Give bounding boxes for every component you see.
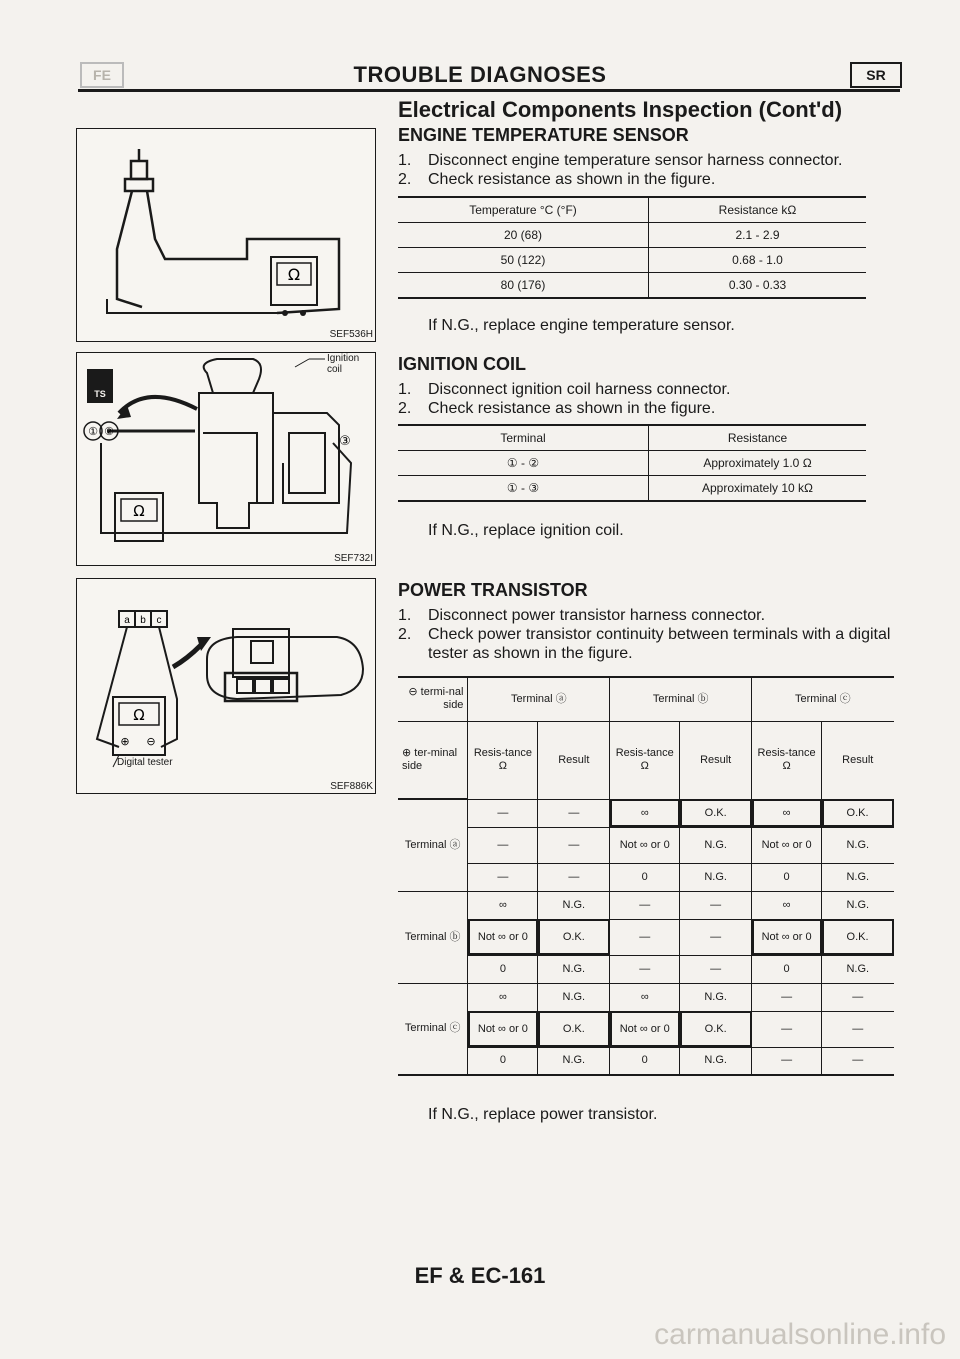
svg-text:TS: TS (94, 389, 106, 399)
col-header: Terminal (398, 425, 649, 451)
watermark: carmanualsonline.info (654, 1318, 946, 1351)
sub-header: Resis-tance Ω (468, 721, 538, 799)
row-group-label: Terminal ⓑ (398, 891, 468, 983)
row-group-label: Terminal ⓐ (398, 799, 468, 891)
table-row: 50 (122) 0.68 - 1.0 (398, 248, 866, 273)
sub-header: Result (538, 721, 610, 799)
terminal-c-label: c (156, 615, 162, 626)
figure-code: SEF886K (330, 781, 373, 792)
terminal-2-label: ② (104, 425, 114, 438)
col-header: Resistance (649, 425, 867, 451)
table-row: Not ∞ or 0 O.K. Not ∞ or 0 O.K. — — (398, 1011, 894, 1047)
ignition-title: IGNITION COIL (398, 354, 526, 374)
figure-code: SEF732I (334, 553, 373, 564)
table-row: 0 N.G. 0 N.G. — — (398, 1047, 894, 1075)
col-header-terminal-a: Terminal ⓐ (468, 677, 610, 721)
table-row: Terminal ⓒ ∞ N.G. ∞ N.G. — — (398, 983, 894, 1011)
plus-terminal-icon: ⊕ (120, 735, 130, 748)
col-header-terminal-b: Terminal ⓑ (610, 677, 752, 721)
engine-temp-figure (76, 128, 376, 342)
engine-temp-note: If N.G., replace engine temperature sensor. (428, 317, 735, 334)
transistor-table (398, 676, 894, 1076)
table-row: Terminal ⓑ ∞ N.G. — — ∞ N.G. (398, 891, 894, 919)
table-row: ① - ② Approximately 1.0 Ω (398, 451, 866, 476)
digital-tester-label: Digital tester (117, 757, 173, 768)
transistor-step-2: 2. Check power transistor continuity between terminals with a digital tester as shown in the figure. (398, 626, 891, 662)
engine-temp-title: ENGINE TEMPERATURE SENSOR (398, 125, 689, 145)
pos-side-label: ⊕ ter-minal side (398, 721, 468, 799)
col-header: Resistance kΩ (649, 197, 867, 223)
ignition-note: If N.G., replace ignition coil. (428, 522, 624, 539)
engine-temp-step-1: 1. Disconnect engine temperature sensor harness connector. (398, 152, 843, 169)
page-title: TROUBLE DIAGNOSES (353, 62, 607, 87)
transistor-note: If N.G., replace power transistor. (428, 1106, 658, 1123)
temp-sensor-diagram (77, 129, 375, 341)
section-badge-left: FE (80, 62, 124, 88)
ignition-table (398, 424, 866, 502)
table-row: 80 (176) 0.30 - 0.33 (398, 273, 866, 299)
engine-temp-table (398, 196, 866, 299)
table-row: — — 0 N.G. 0 N.G. (398, 863, 894, 891)
sub-header: Result (822, 721, 894, 799)
neg-side-label: ⊖ termi-nal side (398, 677, 468, 721)
col-header: Temperature °C (°F) (398, 197, 649, 223)
table-row: 0 N.G. — — 0 N.G. (398, 955, 894, 983)
ignition-coil-label: Ignition coil (327, 353, 360, 375)
figure-code: SEF536H (329, 329, 373, 340)
header-rule (78, 89, 900, 92)
ohm-meter-icon: Ω (287, 265, 301, 284)
engine-temp-step-2: 2. Check resistance as shown in the figure. (398, 171, 716, 188)
terminal-b-label: b (140, 615, 146, 626)
table-row: 20 (68) 2.1 - 2.9 (398, 223, 866, 248)
sub-header: Resis-tance Ω (752, 721, 822, 799)
terminal-a-label: a (124, 615, 130, 626)
transistor-title: POWER TRANSISTOR (398, 580, 588, 600)
table-row: Terminal ⓐ — — ∞ O.K. ∞ O.K. (398, 799, 894, 827)
ignition-step-1: 1. Disconnect ignition coil harness connector. (398, 381, 731, 398)
sub-header: Resis-tance Ω (610, 721, 680, 799)
table-row: ① - ③ Approximately 10 kΩ (398, 476, 866, 502)
ohm-meter-icon: Ω (133, 502, 145, 520)
ignition-coil-diagram (77, 353, 375, 565)
ignition-figure (76, 352, 376, 566)
table-row: Not ∞ or 0 O.K. — — Not ∞ or 0 O.K. (398, 919, 894, 955)
ohm-meter-icon: Ω (133, 706, 145, 724)
ignition-step-2: 2. Check resistance as shown in the figure. (398, 400, 716, 417)
page-number: EF & EC-161 (414, 1263, 546, 1288)
table-row: — — Not ∞ or 0 N.G. Not ∞ or 0 N.G. (398, 827, 894, 863)
minus-terminal-icon: ⊖ (146, 735, 156, 748)
terminal-3-label: ③ (339, 434, 351, 449)
row-group-label: Terminal ⓒ (398, 983, 468, 1075)
section-badge-right: SR (850, 62, 902, 88)
transistor-step-1: 1. Disconnect power transistor harness connector. (398, 607, 766, 624)
sub-header: Result (680, 721, 752, 799)
terminal-1-label: ① (88, 425, 98, 438)
section-title: Electrical Components Inspection (Cont'd) (398, 97, 843, 122)
col-header-terminal-c: Terminal ⓒ (752, 677, 894, 721)
transistor-figure (76, 578, 376, 794)
